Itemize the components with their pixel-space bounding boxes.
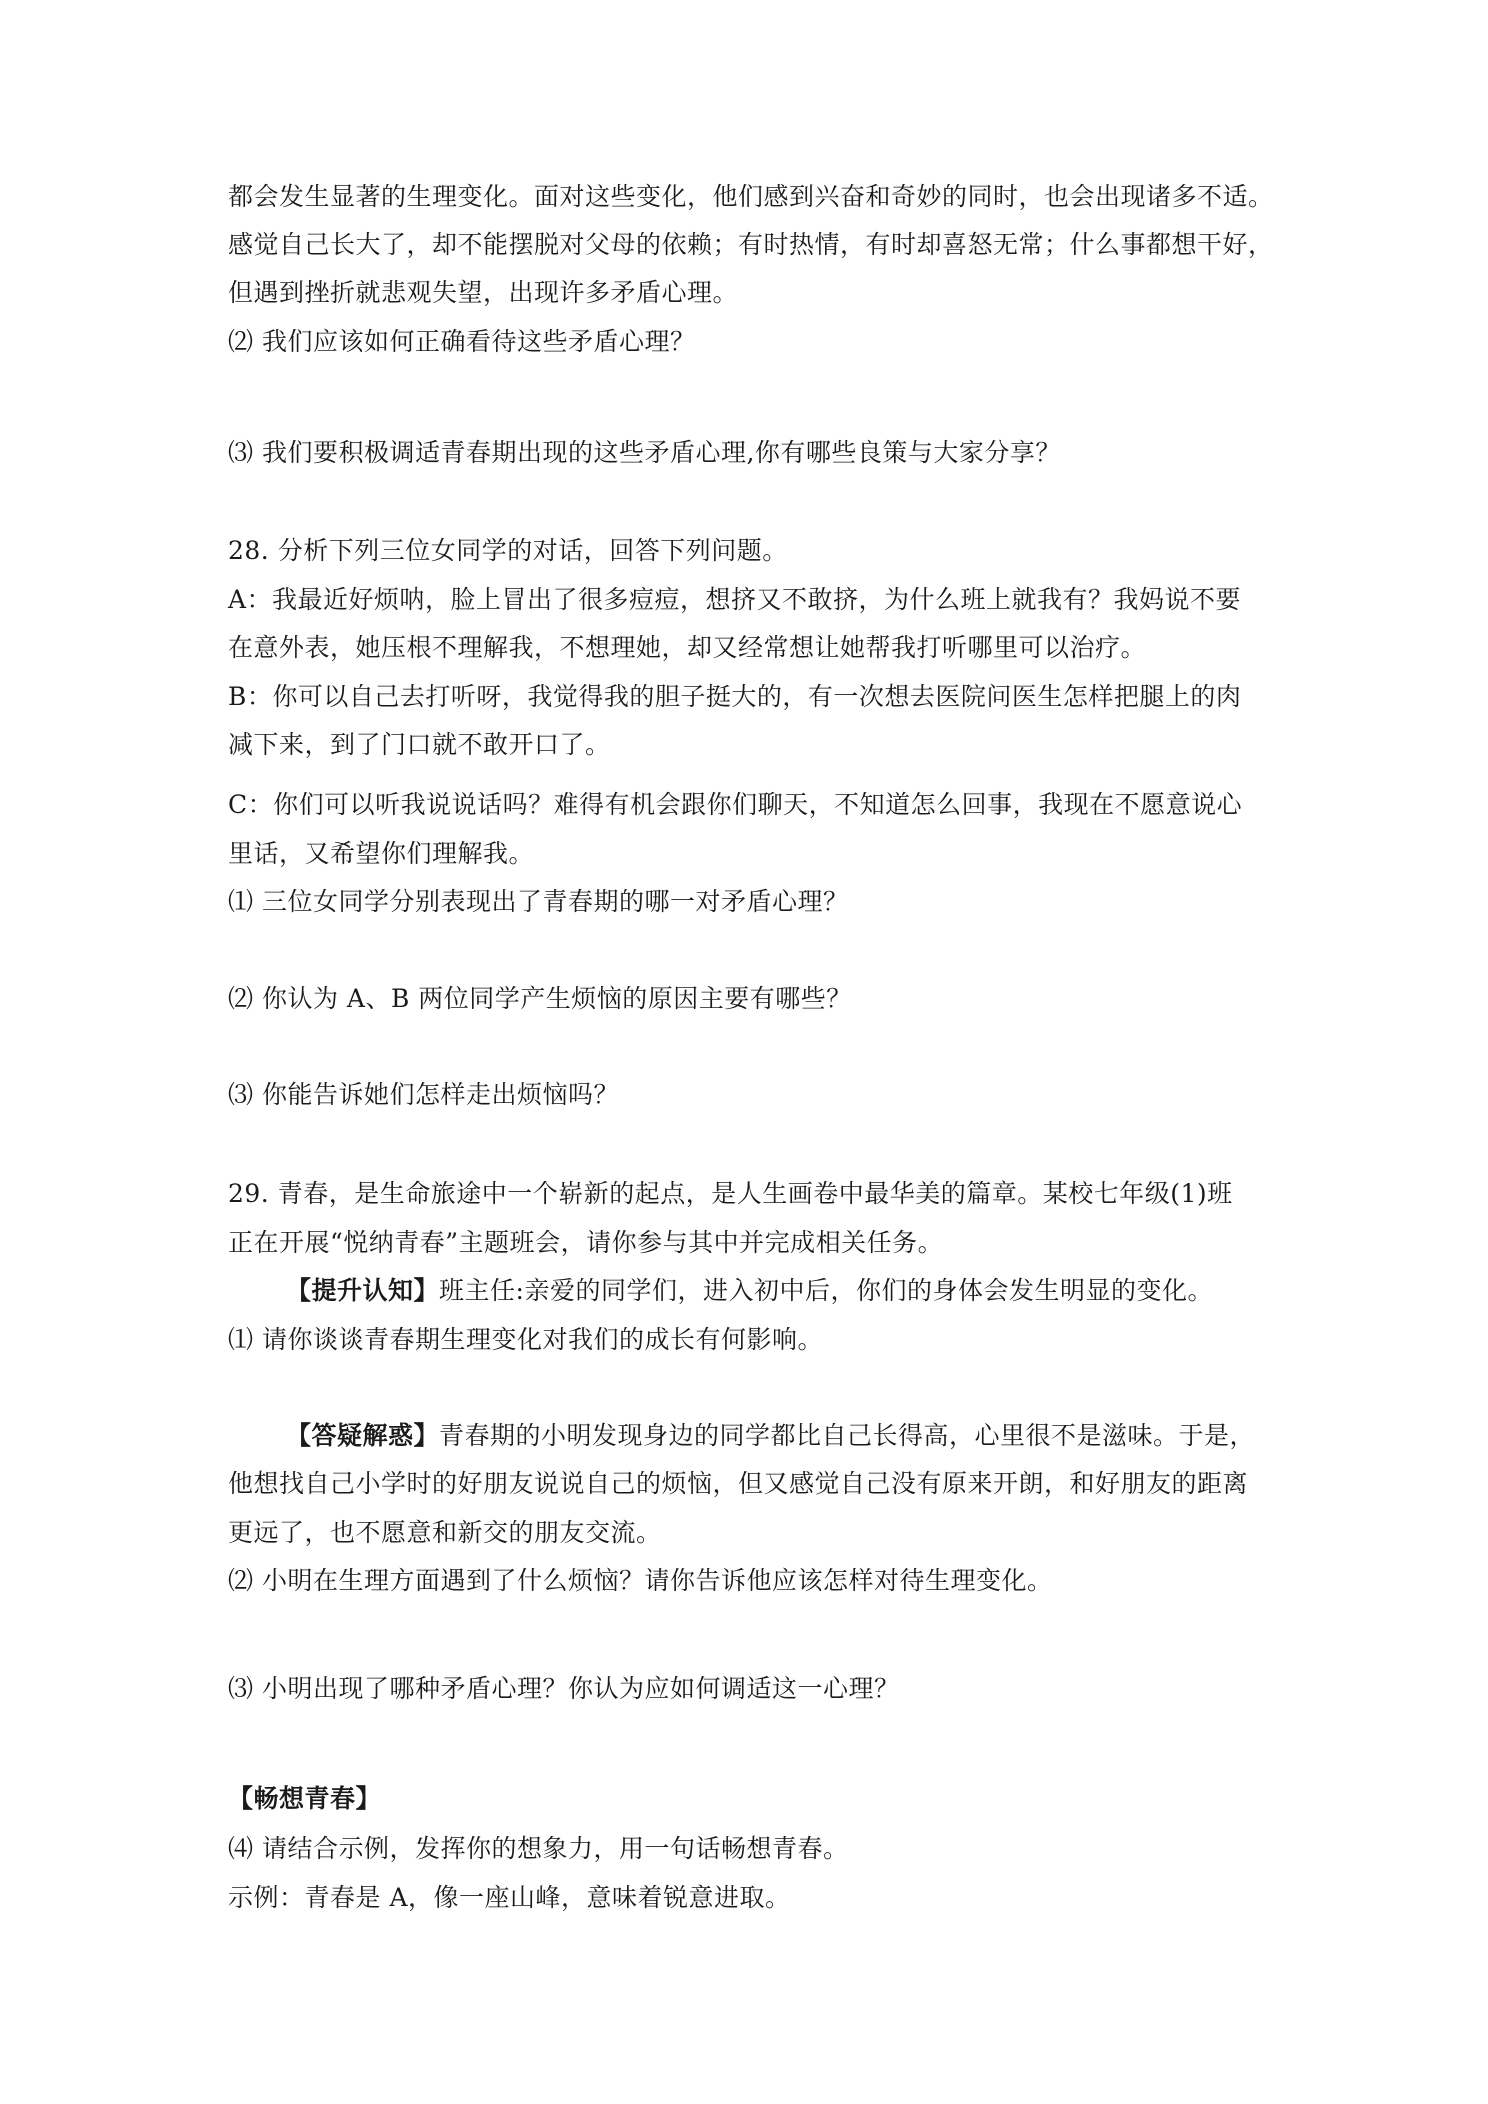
q28-dialog-a-line-1: A：我最近好烦呐，脸上冒出了很多痘痘，想挤又不敢挤，为什么班上就我有？我妈说不要 <box>228 585 1242 614</box>
q29-heading-improve-cognition: 【提升认知】 <box>286 1276 440 1305</box>
q28-dialog-b-line-1: B：你可以自己去打听呀，我觉得我的胆子挺大的，有一次想去医院问医生怎样把腿上的肉 <box>228 682 1242 711</box>
q27-paragraph-line-2: 感觉自己长大了，却不能摆脱对父母的依赖；有时热情，有时却喜怒无常；什么事都想干好， <box>228 230 1274 259</box>
q27-sub-question-3: ⑶ 我们要积极调适青春期出现的这些矛盾心理,你有哪些良策与大家分享？ <box>228 438 1061 467</box>
q28-dialog-c-line-1: C：你们可以听我说说话吗？难得有机会跟你们聊天，不知道怎么回事，我现在不愿意说心 <box>228 790 1243 819</box>
q29-stem-line-2: 正在开展“悦纳青春”主题班会，请你参与其中并完成相关任务。 <box>228 1228 944 1257</box>
q29-heading-imagine-youth: 【畅想青春】 <box>228 1784 382 1813</box>
q29-teacher-text: 班主任:亲爱的同学们，进入初中后，你们的身体会发生明显的变化。 <box>439 1276 1213 1305</box>
q29-sub-question-2: ⑵ 小明在生理方面遇到了什么烦恼？请你告诉他应该怎样对待生理变化。 <box>228 1566 1053 1595</box>
q29-answer-doubts-text: 青春期的小明发现身边的同学都比自己长得高，心里很不是滋味。于是， <box>439 1421 1256 1450</box>
q29-paragraph-line-2: 他想找自己小学时的好朋友说说自己的烦恼，但又感觉自己没有原来开朗，和好朋友的距离 <box>228 1469 1249 1498</box>
q29-stem-line-1: 29. 青春，是生命旅途中一个崭新的起点，是人生画卷中最华美的篇章。某校七年级(1)班 <box>228 1179 1233 1208</box>
q27-paragraph-line-3: 但遇到挫折就悲观失望，出现许多矛盾心理。 <box>228 278 739 307</box>
q28-sub-question-3: ⑶ 你能告诉她们怎样走出烦恼吗？ <box>228 1080 619 1109</box>
q29-heading-answer-doubts: 【答疑解惑】 <box>286 1421 440 1450</box>
q29-paragraph-line-3: 更远了，也不愿意和新交的朋友交流。 <box>228 1518 662 1547</box>
q29-sub-question-3: ⑶ 小明出现了哪种矛盾心理？你认为应如何调适这一心理？ <box>228 1674 900 1703</box>
q28-dialog-b-line-2: 减下来，到了门口就不敢开口了。 <box>228 730 611 759</box>
q28-sub-question-1: ⑴ 三位女同学分别表现出了青春期的哪一对矛盾心理？ <box>228 887 849 916</box>
q29-section-improve-cognition <box>286 1274 1336 1308</box>
q28-sub-question-2: ⑵ 你认为 A、B 两位同学产生烦恼的原因主要有哪些？ <box>228 984 852 1013</box>
q29-sub-question-1: ⑴ 请你谈谈青春期生理变化对我们的成长有何影响。 <box>228 1325 823 1354</box>
q27-paragraph-line-1: 都会发生显著的生理变化。面对这些变化，他们感到兴奋和奇妙的同时，也会出现诸多不适。 <box>228 182 1274 211</box>
q28-dialog-c-line-2: 里话，又希望你们理解我。 <box>228 839 535 868</box>
q28-stem: 28. 分析下列三位女同学的对话，回答下列问题。 <box>228 536 788 565</box>
q29-example: 示例：青春是 A，像一座山峰，意味着锐意进取。 <box>228 1883 791 1912</box>
q29-section-answer-doubts <box>286 1419 1336 1453</box>
q27-sub-question-2: ⑵ 我们应该如何正确看待这些矛盾心理？ <box>228 327 696 356</box>
q29-sub-question-4: ⑷ 请结合示例，发挥你的想象力，用一句话畅想青春。 <box>228 1834 849 1863</box>
q28-dialog-a-line-2: 在意外表，她压根不理解我，不想理她，却又经常想让她帮我打听哪里可以治疗。 <box>228 633 1147 662</box>
